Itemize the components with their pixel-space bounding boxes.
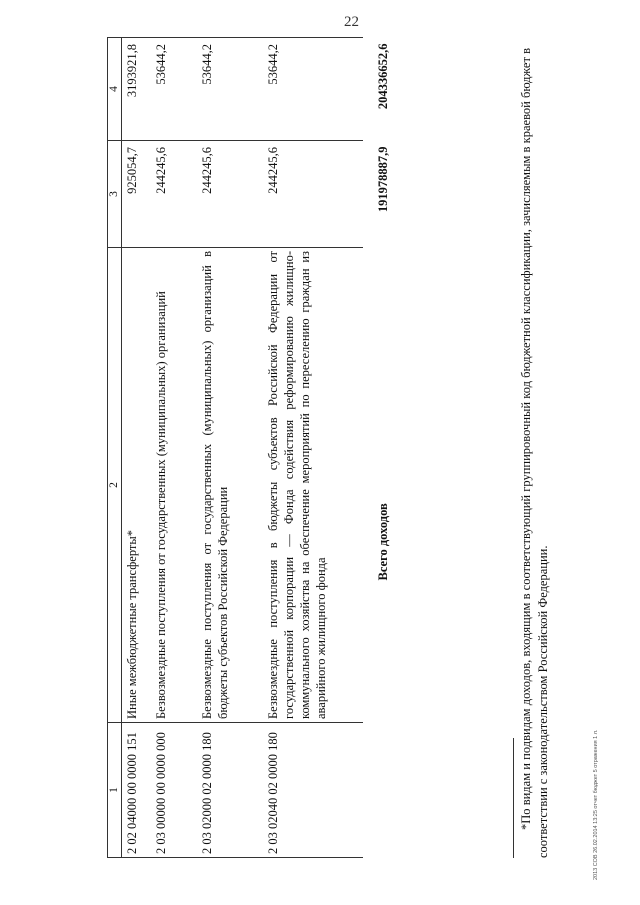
amount-col4: 53644,2: [151, 38, 197, 141]
column-header-3: 3: [108, 141, 122, 248]
total-row: [363, 38, 393, 858]
revenue-name: Безвозмездные поступления от государственных (муниципальных) организаций: [151, 248, 197, 723]
budget-code: 2 02 04000 00 0000 151: [122, 723, 151, 858]
total-code-cell: [363, 723, 393, 858]
table-row: [197, 38, 263, 858]
page-number: 22: [344, 14, 359, 30]
budget-code: 2 03 00000 00 0000 000: [151, 723, 197, 858]
revenue-table: [107, 37, 393, 858]
footnote-rule: [513, 738, 514, 858]
side-stamp: 2013 СОВ 26.02.2014 13:25 отчет бюджет 5 отражения 1 л.: [593, 729, 599, 880]
table-row: [151, 38, 197, 858]
rotated-page-content: [107, 38, 577, 858]
total-col3: 191978887,9: [375, 146, 390, 213]
column-header-1: 1: [108, 723, 122, 858]
amount-col4: 3193921,8: [122, 38, 151, 141]
amount-col3: 244245,6: [263, 141, 363, 248]
amount-col3: 244245,6: [151, 141, 197, 248]
total-label: Всего доходов: [375, 503, 390, 581]
table-row: [122, 38, 151, 858]
column-header-4: 4: [108, 38, 122, 141]
amount-col4: 53644,2: [263, 38, 363, 141]
budget-code: 2 03 02000 02 0000 180: [197, 723, 263, 858]
budget-code: 2 03 02040 02 0000 180: [263, 723, 363, 858]
revenue-name: Безвозмездные поступления в бюджеты субъектов Российской Федерации от государственной корпорации — Фонда содействия реформированию жилищно-коммунального хозяйства на обеспечение мероприятий по переселению граждан из аварийного жилищного фонда: [263, 248, 363, 723]
revenue-name: Иные межбюджетные трансферты*: [122, 248, 151, 723]
table-row: [263, 38, 363, 858]
amount-col4: 53644,2: [197, 38, 263, 141]
total-col4: 204336652,6: [375, 43, 390, 110]
amount-col3: 244245,6: [197, 141, 263, 248]
revenue-name: Безвозмездные поступления от государственных (муниципальных) организаций в бюджеты субъектов Российской Федерации: [197, 248, 263, 723]
table-header-row: [108, 38, 122, 858]
footnote: *По видам и подвидам доходов, входящим в соответствующий группировочный код бюджетной классификации, зачисляемым в краевой бюджет в соответствии с законодательством Российской Федерации.: [518, 48, 550, 858]
column-header-2: 2: [108, 248, 122, 723]
amount-col3: 925054,7: [122, 141, 151, 248]
